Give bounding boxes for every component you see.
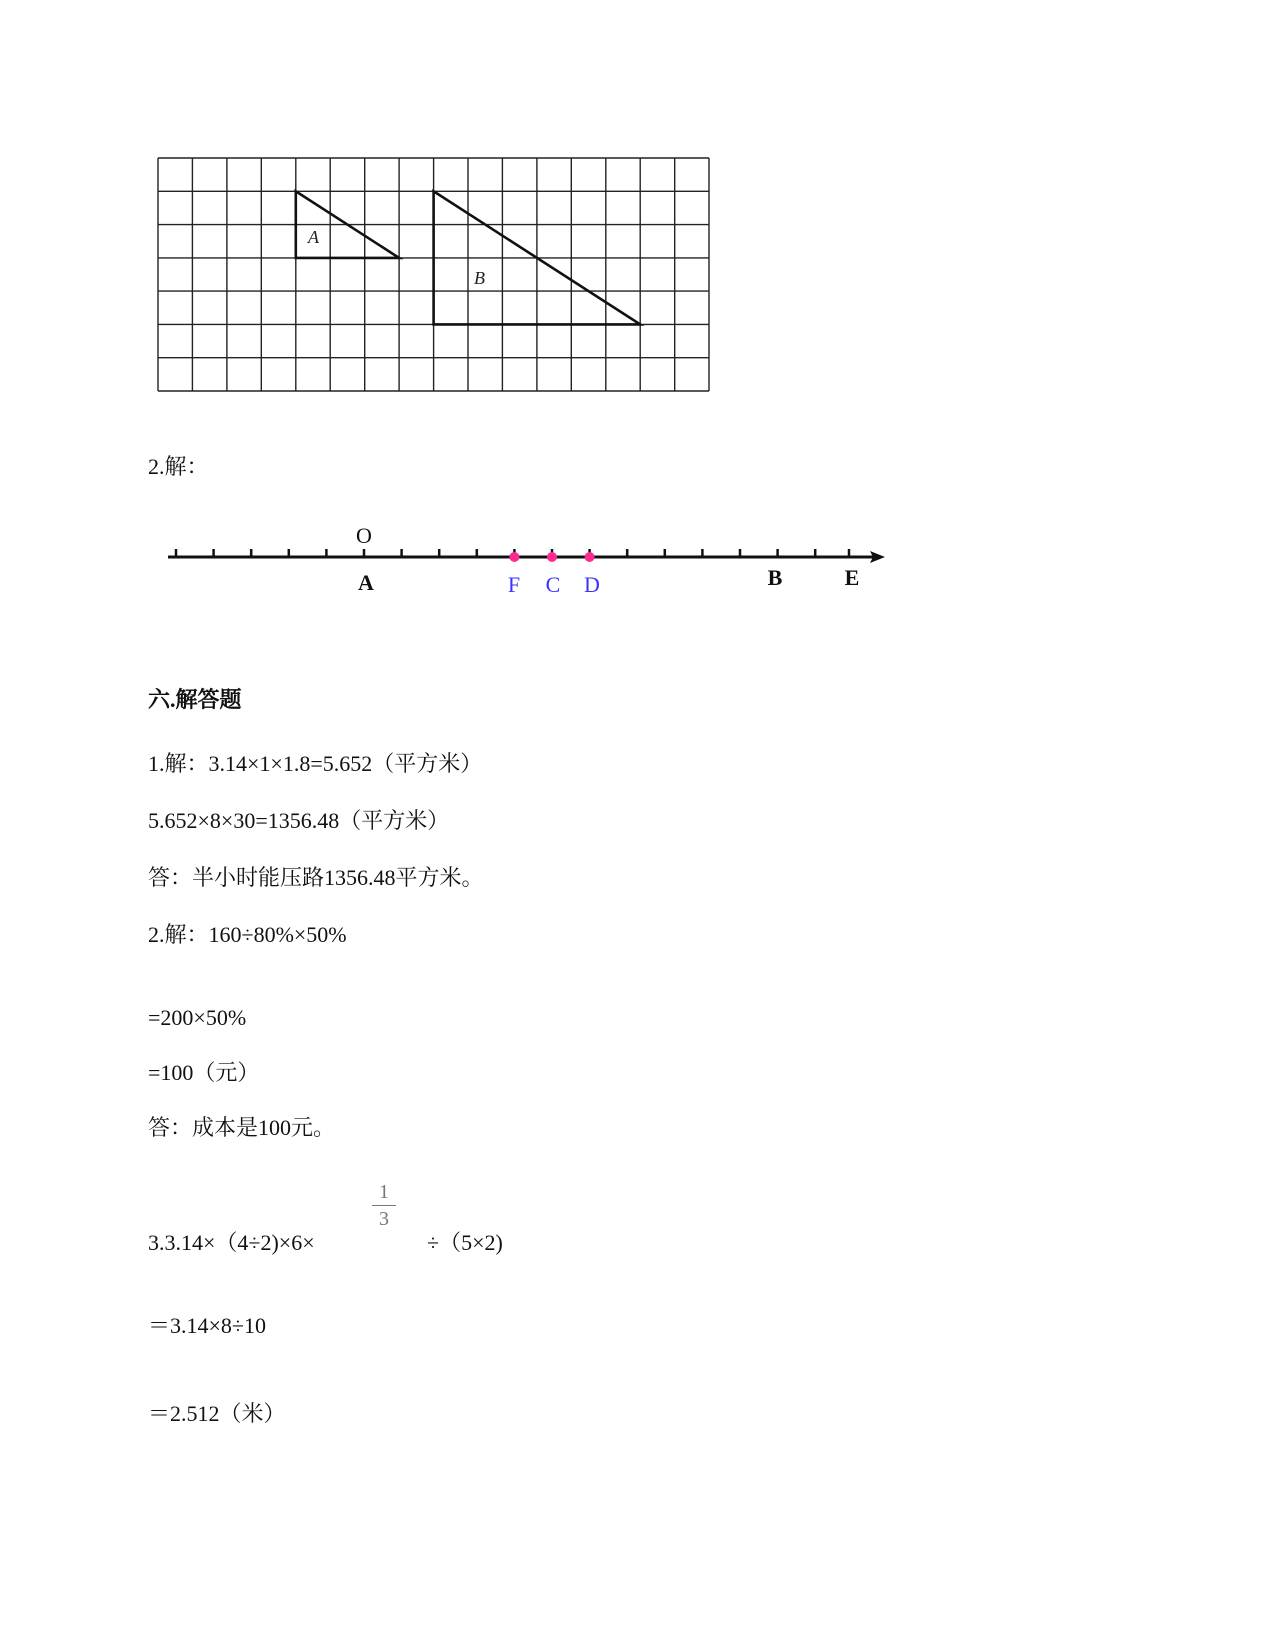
q3-fraction-bar: [372, 1205, 396, 1206]
point-f-dot: [509, 552, 519, 562]
section5-item2-label: 2.解：: [148, 454, 209, 479]
point-e-label: E: [844, 565, 860, 590]
q3-fraction-numerator: 1: [379, 1181, 389, 1203]
triangle-a-label: A: [308, 227, 319, 247]
answer-line-3: 答：半小时能压路1356.48平方米。: [148, 865, 484, 890]
section6-heading: 六.解答题: [148, 687, 242, 712]
answer-line-2: 5.652×8×30=1356.48（平方米）: [148, 808, 450, 833]
grid-figure: [0, 0, 760, 420]
q3-step-2: ＝2.512（米）: [148, 1401, 286, 1426]
answer-line-1: 1.解：3.14×1×1.8=5.652（平方米）: [148, 751, 483, 776]
q3-fraction: [372, 1182, 396, 1229]
origin-label: O: [356, 523, 372, 548]
point-d-dot: [585, 552, 595, 562]
point-c-label: C: [545, 572, 561, 597]
triangle-b-label: B: [474, 268, 485, 288]
q3-step-1: ＝3.14×8÷10: [148, 1313, 266, 1338]
answer-line-5: =200×50%: [148, 1005, 247, 1030]
answer-line-6: =100（元）: [148, 1060, 260, 1085]
point-c-dot: [547, 552, 557, 562]
q3-prefix: 3.3.14×（4÷2)×6×: [148, 1230, 315, 1255]
q3-suffix: ÷（5×2): [427, 1230, 503, 1255]
q3-fraction-denominator: 3: [379, 1208, 389, 1230]
number-line: [0, 510, 900, 610]
point-d-label: D: [584, 572, 600, 597]
answer-line-7: 答：成本是100元。: [148, 1115, 336, 1140]
point-f-label: F: [507, 572, 521, 597]
point-a-label: A: [358, 570, 374, 595]
answer-line-4: 2.解：160÷80%×50%: [148, 922, 347, 947]
point-b-label: B: [767, 565, 783, 590]
